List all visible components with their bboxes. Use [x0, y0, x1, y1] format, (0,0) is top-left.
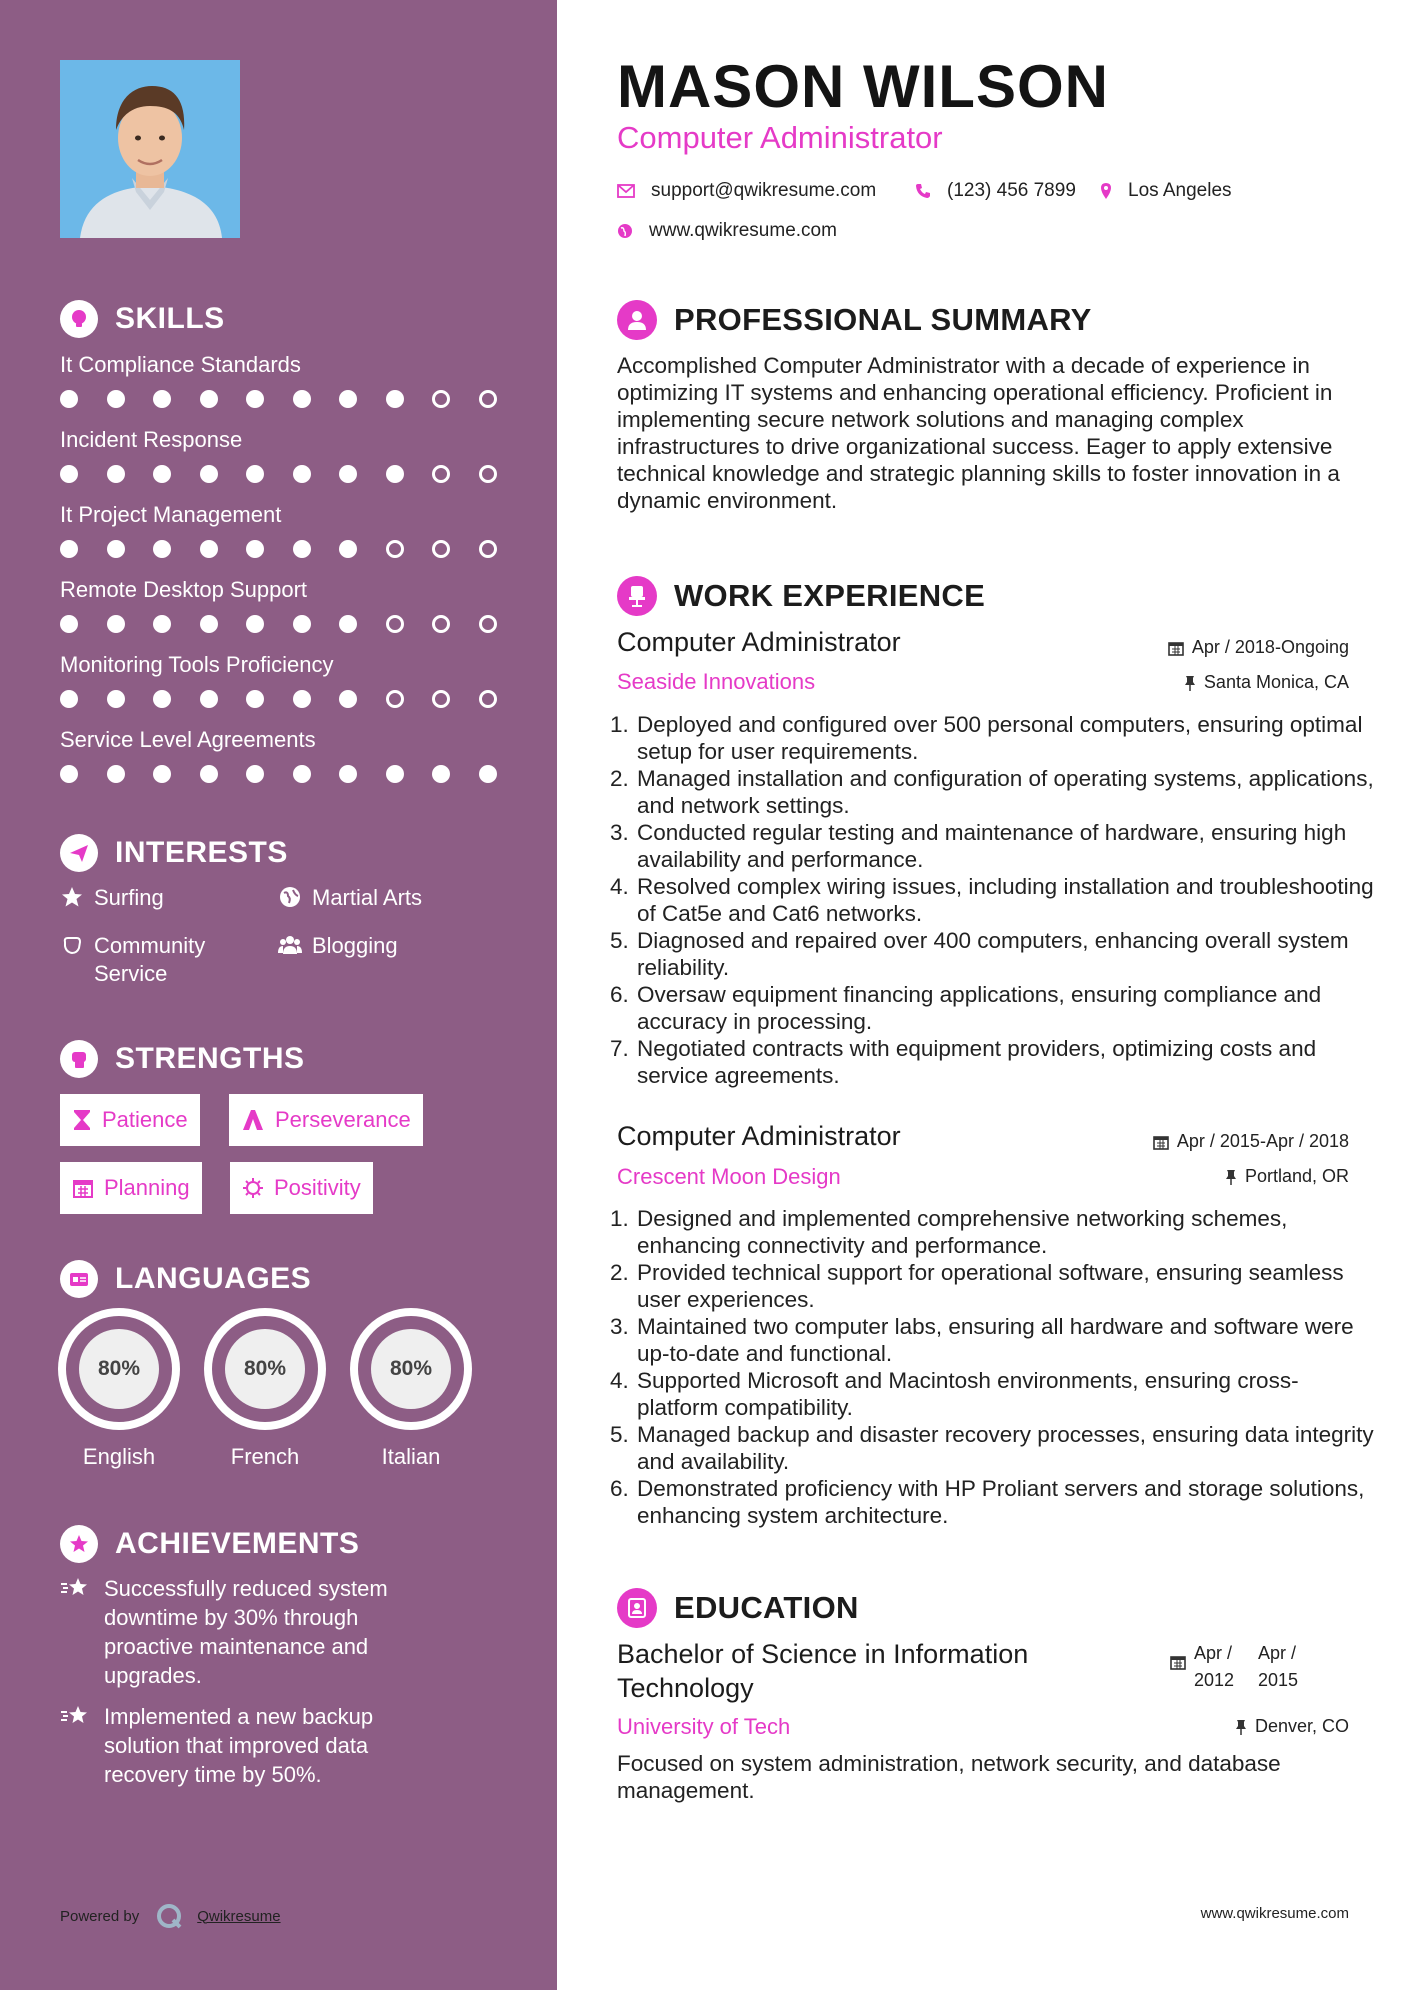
achievement-item: Implemented a new backup solution that improved data recovery time by 50%.: [60, 1702, 440, 1789]
education-heading: EDUCATION: [617, 1588, 859, 1628]
language-name: English: [82, 1444, 156, 1469]
job-bullet: 7. Negotiated contracts with equipment providers, optimizing costs and service agreements.: [635, 1035, 1375, 1089]
skill-dot: [479, 615, 497, 633]
globe-icon: [278, 884, 302, 908]
contact-email[interactable]: support@qwikresume.com: [617, 180, 876, 202]
strengths-heading: STRENGTHS: [60, 1040, 305, 1078]
skill-dot: [246, 690, 264, 708]
job-title: Computer Administrator: [617, 627, 901, 657]
envelope-icon: [617, 184, 635, 198]
skill-dot: [153, 765, 171, 783]
achievements-heading: ACHIEVEMENTS: [60, 1525, 359, 1563]
star-badge-icon: [60, 1525, 98, 1563]
skill-dot: [200, 765, 218, 783]
skill-dot: [153, 540, 171, 558]
job-bullet: 1. Deployed and configured over 500 personal computers, ensuring optimal setup for user requirements.: [635, 711, 1375, 765]
skill-rating: [60, 765, 525, 783]
graduate-icon: [617, 1588, 657, 1628]
skill-dot: [200, 390, 218, 408]
skill-dot: [107, 615, 125, 633]
shooting-star-icon: [60, 1574, 92, 1690]
skill-dot: [432, 465, 450, 483]
strength-tag: Perseverance: [229, 1094, 423, 1146]
skill-dot: [107, 465, 125, 483]
company-name: Crescent Moon Design: [617, 1164, 841, 1189]
language-name: Italian: [381, 1444, 441, 1469]
experience-heading: WORK EXPERIENCE: [617, 576, 985, 616]
skill-rating: [60, 615, 525, 633]
strength-tag: Positivity: [230, 1162, 373, 1214]
hand-icon: [60, 932, 84, 956]
skill-dot: [293, 615, 311, 633]
calendar-icon: [72, 1177, 94, 1199]
skill-dot: [200, 615, 218, 633]
calendar-icon: [1168, 640, 1184, 656]
job-bullets: [610, 1205, 1375, 1529]
interest-item: Blogging: [278, 932, 398, 960]
summary-heading: PROFESSIONAL SUMMARY: [617, 300, 1092, 340]
skill-dot: [293, 465, 311, 483]
job-bullet: 2. Managed installation and configuration of operating systems, applications, and network settings.: [635, 765, 1375, 819]
achievement-item: Successfully reduced system downtime by 30% through proactive maintenance and upgrades.: [60, 1574, 440, 1690]
job-location: Portland, OR: [1225, 1166, 1349, 1187]
footer-powered-by: Powered by Qwikresume: [60, 1902, 281, 1930]
job-bullet: 4. Supported Microsoft and Macintosh environments, ensuring cross-platform compatibility.: [635, 1367, 1375, 1421]
pushpin-icon: [1225, 1169, 1237, 1185]
languages-heading: LANGUAGES: [60, 1260, 311, 1298]
skill-dot: [339, 690, 357, 708]
job-bullet: 5. Diagnosed and repaired over 400 computers, enhancing overall system reliability.: [635, 927, 1375, 981]
qwikresume-link[interactable]: Qwikresume: [197, 1907, 281, 1925]
skill-dot: [479, 765, 497, 783]
paper-plane-icon: [60, 834, 98, 872]
skill-dot: [200, 465, 218, 483]
phone-icon: [915, 183, 931, 199]
sidebar: [0, 0, 557, 1990]
skill-dot: [479, 690, 497, 708]
job-title: Computer Administrator: [617, 1121, 901, 1151]
skill-dot: [153, 390, 171, 408]
language-meter: 80%: [58, 1308, 180, 1430]
skill-name: It Project Management: [60, 502, 282, 527]
skill-dot: [432, 690, 450, 708]
interests-heading: INTERESTS: [60, 834, 288, 872]
skill-dot: [107, 540, 125, 558]
language-name: French: [230, 1444, 300, 1469]
skill-dot: [200, 540, 218, 558]
job-bullet: 6. Demonstrated proficiency with HP Proliant servers and storage solutions, enhancing system architecture.: [635, 1475, 1375, 1529]
job-bullet: 3. Conducted regular testing and maintenance of hardware, ensuring high availability and performance.: [635, 819, 1375, 873]
skill-rating: [60, 690, 525, 708]
users-icon: [278, 932, 302, 956]
skill-dot: [479, 390, 497, 408]
education-description: Focused on system administration, network security, and database management.: [617, 1751, 1281, 1803]
skill-rating: [60, 465, 525, 483]
skill-dot: [339, 465, 357, 483]
skill-name: Incident Response: [60, 427, 243, 452]
calendar-icon: [1170, 1654, 1186, 1670]
skills-heading: SKILLS: [60, 300, 225, 338]
contact-phone[interactable]: (123) 456 7899: [915, 180, 1076, 202]
education-dates: Apr / 2012 Apr / 2015: [1170, 1640, 1314, 1694]
skill-dot: [246, 465, 264, 483]
shooting-star-icon: [60, 1702, 92, 1789]
company-name: Seaside Innovations: [617, 669, 816, 694]
skill-rating: [60, 390, 525, 408]
skill-dot: [293, 690, 311, 708]
skill-dot: [107, 690, 125, 708]
star-icon: [60, 884, 84, 908]
skill-dot: [386, 465, 404, 483]
job-location: Santa Monica, CA: [1184, 672, 1349, 693]
skill-dot: [339, 390, 357, 408]
skill-dot: [246, 540, 264, 558]
hourglass-icon: [72, 1109, 92, 1131]
candidate-name: MASON WILSON: [617, 53, 1109, 120]
skill-dot: [386, 540, 404, 558]
interest-item: Community Service: [60, 932, 260, 988]
job-dates: Apr / 2018-Ongoing: [1168, 637, 1349, 658]
footer-website[interactable]: www.qwikresume.com: [1200, 1905, 1349, 1922]
fist-icon: [60, 1040, 98, 1078]
skill-dot: [432, 615, 450, 633]
skill-name: Service Level Agreements: [60, 727, 316, 752]
skill-dot: [293, 765, 311, 783]
skill-dot: [432, 765, 450, 783]
skill-dot: [200, 690, 218, 708]
job-bullet: 4. Resolved complex wiring issues, including installation and troubleshooting of Cat5e and Cat6 networks.: [635, 873, 1375, 927]
job-bullets: [610, 711, 1375, 1089]
skill-dot: [246, 765, 264, 783]
skill-dot: [107, 390, 125, 408]
language-meter: 80%: [204, 1308, 326, 1430]
skill-dot: [60, 390, 78, 408]
pushpin-icon: [1184, 675, 1196, 691]
interest-item: Martial Arts: [278, 884, 422, 912]
summary-text: Accomplished Computer Administrator with a decade of experience in optimizing IT systems and enhancing operational efficiency. Proficient in implementing secure network solutions and managing complex infrastructures to drive organizational success. Eager to apply extensive technical knowledge and strategic planning skills to foster innovation in a dynamic environment.: [617, 353, 1340, 513]
id-card-icon: [60, 1260, 98, 1298]
skill-dot: [107, 765, 125, 783]
contact-website[interactable]: www.qwikresume.com: [617, 220, 837, 242]
degree-title: Bachelor of Science in Information Technology: [617, 1639, 1029, 1703]
job-bullet: 5. Managed backup and disaster recovery processes, ensuring data integrity and availability.: [635, 1421, 1375, 1475]
skill-dot: [153, 615, 171, 633]
skill-dot: [60, 765, 78, 783]
skill-dot: [293, 540, 311, 558]
skill-name: It Compliance Standards: [60, 352, 301, 377]
chair-icon: [617, 576, 657, 616]
skill-dot: [246, 390, 264, 408]
skill-dot: [339, 615, 357, 633]
skill-dot: [479, 540, 497, 558]
job-bullet: 6. Oversaw equipment financing applications, ensuring compliance and accuracy in processing.: [635, 981, 1375, 1035]
job-bullet: 3. Maintained two computer labs, ensuring all hardware and software were up-to-date and functional.: [635, 1313, 1375, 1367]
skill-dot: [432, 540, 450, 558]
map-pin-icon: [1100, 182, 1112, 200]
sun-icon: [242, 1177, 264, 1199]
qwikresume-logo-icon: [155, 1902, 183, 1930]
skill-dot: [293, 390, 311, 408]
skill-dot: [60, 615, 78, 633]
school-name: University of Tech: [617, 1714, 791, 1739]
lightbulb-icon: [60, 300, 98, 338]
skill-name: Monitoring Tools Proficiency: [60, 652, 334, 677]
interest-item: Surfing: [60, 884, 164, 912]
skill-dot: [246, 615, 264, 633]
profile-photo: [60, 60, 240, 238]
skill-dot: [153, 690, 171, 708]
skill-dot: [60, 540, 78, 558]
hiking-icon: [241, 1109, 265, 1131]
job-dates: Apr / 2015-Apr / 2018: [1153, 1131, 1349, 1152]
skill-dot: [386, 765, 404, 783]
education-location: Denver, CO: [1235, 1716, 1349, 1737]
skill-dot: [386, 615, 404, 633]
skill-dot: [60, 465, 78, 483]
language-meter: 80%: [350, 1308, 472, 1430]
strength-tag: Planning: [60, 1162, 202, 1214]
skill-dot: [432, 390, 450, 408]
candidate-role: Computer Administrator: [617, 120, 943, 155]
calendar-icon: [1153, 1134, 1169, 1150]
skill-name: Remote Desktop Support: [60, 577, 308, 602]
skill-dot: [339, 765, 357, 783]
job-bullet: 2. Provided technical support for operational software, ensuring seamless user experiences.: [635, 1259, 1375, 1313]
strength-tag: Patience: [60, 1094, 200, 1146]
globe-icon: [617, 223, 633, 239]
skill-dot: [60, 690, 78, 708]
skill-dot: [339, 540, 357, 558]
skill-dot: [479, 465, 497, 483]
skill-dot: [153, 465, 171, 483]
pushpin-icon: [1235, 1719, 1247, 1735]
job-bullet: 1. Designed and implemented comprehensive networking schemes, enhancing connectivity and performance.: [635, 1205, 1375, 1259]
contact-location: Los Angeles: [1100, 180, 1232, 202]
skill-dot: [386, 690, 404, 708]
skill-dot: [386, 390, 404, 408]
user-icon: [617, 300, 657, 340]
skill-rating: [60, 540, 525, 558]
